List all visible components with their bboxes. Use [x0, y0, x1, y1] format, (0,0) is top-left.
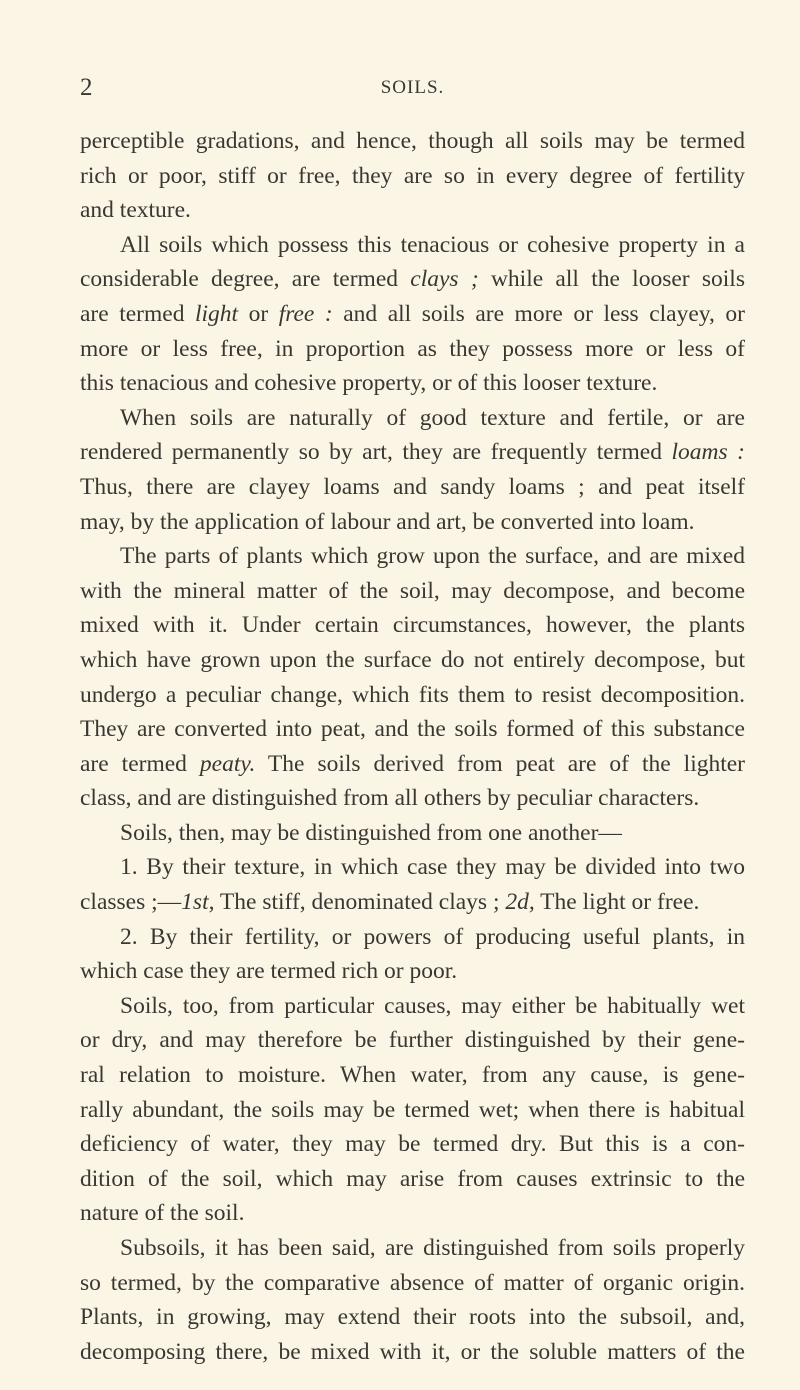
- text-line: [80, 332, 745, 367]
- page-number: 2: [80, 74, 93, 101]
- text-segment: All soils which possess this tenacious or cohesive property in a: [120, 231, 745, 258]
- text-line: [80, 435, 745, 470]
- text-line: [80, 816, 745, 851]
- text-line: [80, 193, 745, 228]
- italic-term: light: [194, 300, 239, 327]
- text-segment: dition of the soil, which may arise from causes extrinsic to the: [80, 1165, 745, 1192]
- running-head: SOILS.: [380, 77, 445, 98]
- text-segment: rendered permanently so by art, they are frequently termed: [80, 439, 672, 466]
- text-segment: The light or free.: [534, 889, 700, 916]
- text-segment: Subsoils, it has been said, are distinguished from soils properly: [120, 1235, 745, 1261]
- text-segment: this tenacious and cohesive property, or of this looser texture.: [80, 370, 658, 397]
- text-line: [80, 262, 745, 297]
- text-line: [80, 989, 745, 1024]
- text-segment: classes ;—: [80, 889, 182, 916]
- text-line: [80, 1093, 745, 1128]
- text-segment: rich or poor, stiff or free, they are so in every degree of fertility: [80, 162, 745, 189]
- text-segment: considerable degree, are termed: [80, 266, 411, 293]
- text-line: [80, 1266, 745, 1301]
- body-text: [80, 124, 745, 1369]
- text-segment: which have grown upon the surface do not entirely decompose, but: [80, 646, 745, 673]
- text-segment: Soils, then, may be distinguished from one another—: [120, 819, 622, 846]
- text-line: [80, 643, 745, 678]
- text-segment: They are converted into peat, and the soils formed of this substance: [80, 716, 745, 743]
- text-line: [80, 470, 745, 505]
- text-line: [80, 678, 745, 713]
- text-segment: When soils are naturally of good texture and fertile, or are: [120, 404, 745, 431]
- text-line: [80, 366, 745, 401]
- text-line: [80, 505, 745, 540]
- text-line: [80, 954, 745, 989]
- text-line: [80, 712, 745, 747]
- text-segment: The soils derived from peat are of the lighter: [255, 750, 746, 777]
- text-segment: 1. By their texture, in which case they may be divided into two: [120, 854, 745, 881]
- text-line: [80, 574, 745, 609]
- text-line: [80, 885, 745, 920]
- text-segment: The parts of plants which grow upon the surface, and are mixed: [120, 543, 745, 570]
- text-segment: with the mineral matter of the soil, may decompose, and become: [80, 577, 745, 604]
- text-line: [80, 159, 745, 194]
- text-line: [80, 297, 745, 332]
- text-segment: decomposing there, be mixed with it, or the soluble matters of the: [80, 1338, 745, 1365]
- text-segment: and texture.: [80, 197, 191, 224]
- text-segment: undergo a peculiar change, which fits them to resist decomposition.: [80, 681, 745, 708]
- text-segment: ral relation to moisture. When water, from any cause, is gene-: [80, 1062, 745, 1089]
- text-segment: deficiency of water, they may be termed dry. But this is a con-: [80, 1131, 745, 1158]
- italic-term: peaty.: [199, 750, 256, 777]
- text-segment: are termed: [80, 750, 200, 777]
- text-segment: class, and are distinguished from all others by peculiar characters.: [80, 785, 700, 812]
- text-segment: may, by the application of labour and art, be converted into loam.: [80, 508, 695, 535]
- text-segment: are termed: [80, 300, 195, 327]
- text-segment: nature of the soil.: [80, 1200, 245, 1227]
- text-line: [80, 1058, 745, 1093]
- text-line: [80, 228, 745, 263]
- text-line: [80, 539, 745, 574]
- text-segment: 2. By their fertility, or powers of producing useful plants, in: [120, 923, 745, 950]
- text-segment: perceptible gradations, and hence, though all soils may be termed: [80, 128, 745, 154]
- text-line: [80, 747, 745, 782]
- text-segment: or dry, and may therefore be further distinguished by their gene-: [80, 1027, 745, 1054]
- italic-term: loams :: [671, 439, 745, 466]
- text-segment: or: [238, 300, 279, 327]
- italic-term: 1st,: [181, 889, 215, 916]
- text-segment: Soils, too, from particular causes, may either be habitually wet: [120, 992, 745, 1019]
- text-line: [80, 1335, 745, 1370]
- text-segment: The stiff, denominated clays ;: [214, 889, 506, 916]
- text-line: [80, 608, 745, 643]
- text-segment: and all soils are more or less clayey, or: [332, 300, 745, 327]
- text-line: [80, 1196, 745, 1231]
- text-segment: more or less free, in proportion as they possess more or less of: [80, 335, 745, 362]
- text-segment: which case they are termed rich or poor.: [80, 958, 458, 985]
- text-segment: mixed with it. Under certain circumstances, however, the plants: [80, 612, 745, 639]
- text-line: [80, 781, 745, 816]
- text-line: [80, 124, 745, 159]
- text-line: [80, 850, 745, 885]
- italic-term: free :: [278, 300, 333, 327]
- italic-term: clays ;: [410, 266, 479, 293]
- text-line: [80, 401, 745, 436]
- page-header: [80, 74, 745, 106]
- italic-term: 2d,: [505, 889, 535, 916]
- text-line: [80, 1023, 745, 1058]
- text-line: [80, 1127, 745, 1162]
- text-line: [80, 1300, 745, 1335]
- text-line: [80, 1162, 745, 1197]
- text-line: [80, 1231, 745, 1266]
- text-segment: while all the looser soils: [478, 266, 745, 293]
- text-segment: Thus, there are clayey loams and sandy loams ; and peat itself: [80, 473, 745, 500]
- text-segment: Plants, in growing, may extend their roots into the subsoil, and,: [80, 1304, 745, 1331]
- text-line: [80, 920, 745, 955]
- text-segment: rally abundant, the soils may be termed wet; when there is habitual: [80, 1096, 745, 1123]
- text-segment: so termed, by the comparative absence of matter of organic origin.: [80, 1269, 745, 1296]
